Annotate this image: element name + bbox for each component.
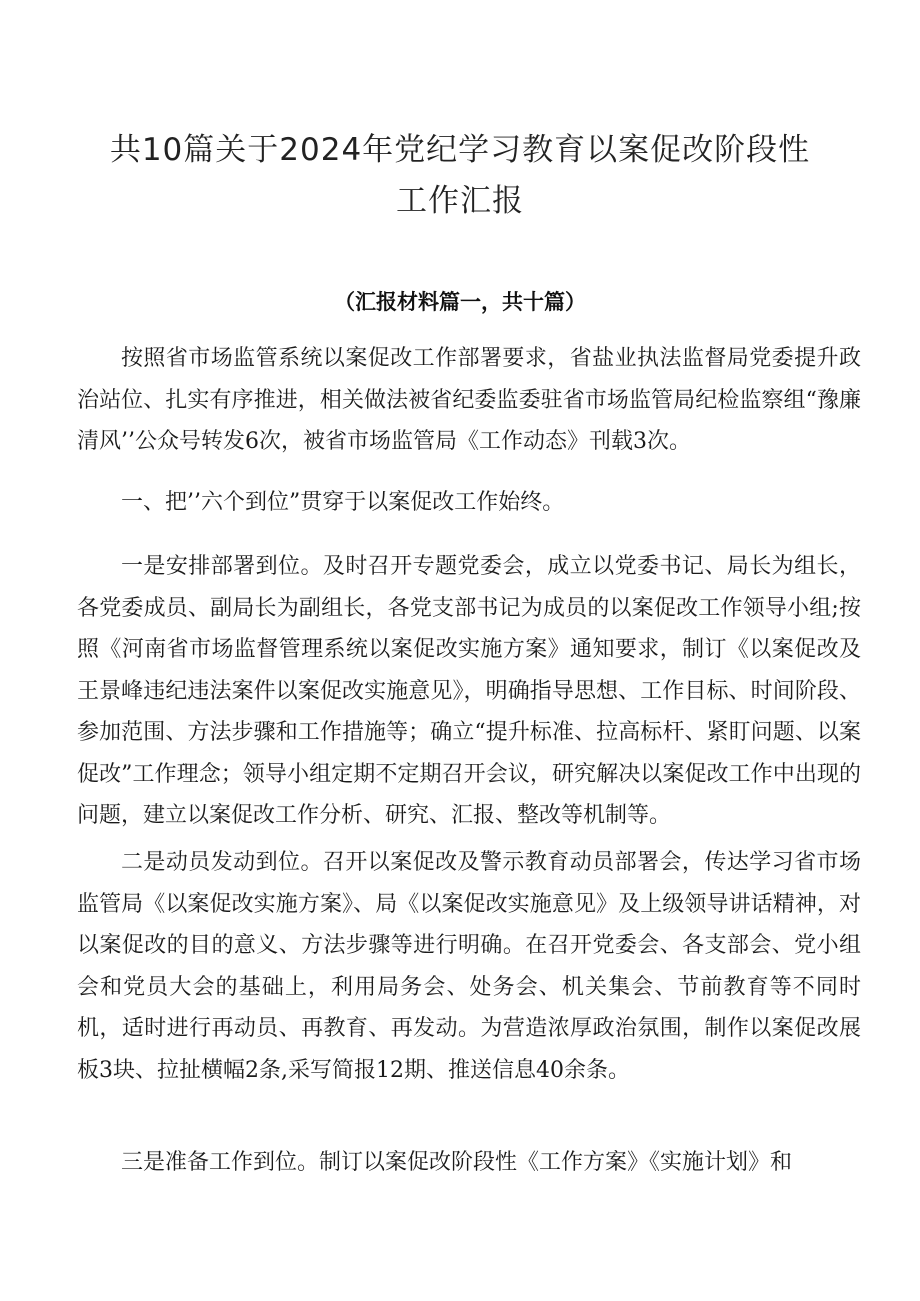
paragraph-item-three: 三是准备工作到位。制订以案促改阶段性《工作方案》《实施计划》和	[121, 1150, 793, 1175]
paragraph-item-two: 二是动员发动到位。召开以案促改及警示教育动员部署会，传达学习省市场监管局《以案促改实施方案》、局《以案促改实施意见》及上级领导讲话精神，对以案促改的目的意义、方法步骤等进行明确。在召开党委会、各支部会、党小组会和党员大会的基础上，利用局务会、处务会、机关集会、节前教育等不同时机，适时进行再动员、再教育、再发动。为营造浓厚政治氛围，制作以案促改展板3块、拉扯横幅2条,采写简报12期、推送信息40余条。	[77, 850, 861, 1083]
document-title-line-2: 工作汇报	[396, 183, 524, 219]
paragraph-intro: 按照省市场监管系统以案促改工作部署要求，省盐业执法监督局党委提升政治站位、扎实有序推进，相关做法被省纪委监委驻省市场监管局纪检监察组“豫廉清风’’公众号转发6次，被省市场监管局《工作动态》刊载3次。	[77, 346, 861, 454]
document-subtitle: （汇报材料篇一，共十篇）	[334, 290, 586, 314]
document-title-line-1: 共10篇关于2024年党纪学习教育以案促改阶段性	[109, 132, 811, 168]
paragraph-section-heading: 一、把’’六个到位”贯穿于以案促改工作始终。	[121, 490, 565, 515]
paragraph-item-one: 一是安排部署到位。及时召开专题党委会，成立以党委书记、局长为组长，各党委成员、副局长为副组长，各党支部书记为成员的以案促改工作领导小组;按照《河南省市场监督管理系统以案促改实施方案》通知要求，制订《以案促改及王景峰违纪违法案件以案促改实施意见》，明确指导思想、工作目标、时间阶段、参加范围、方法步骤和工作措施等；确立“提升标准、拉高标杆、紧盯问题、以案促改”工作理念；领导小组定期不定期召开会议，研究解决以案促改工作中出现的问题，建立以案促改工作分析、研究、汇报、整改等机制等。	[77, 554, 861, 828]
